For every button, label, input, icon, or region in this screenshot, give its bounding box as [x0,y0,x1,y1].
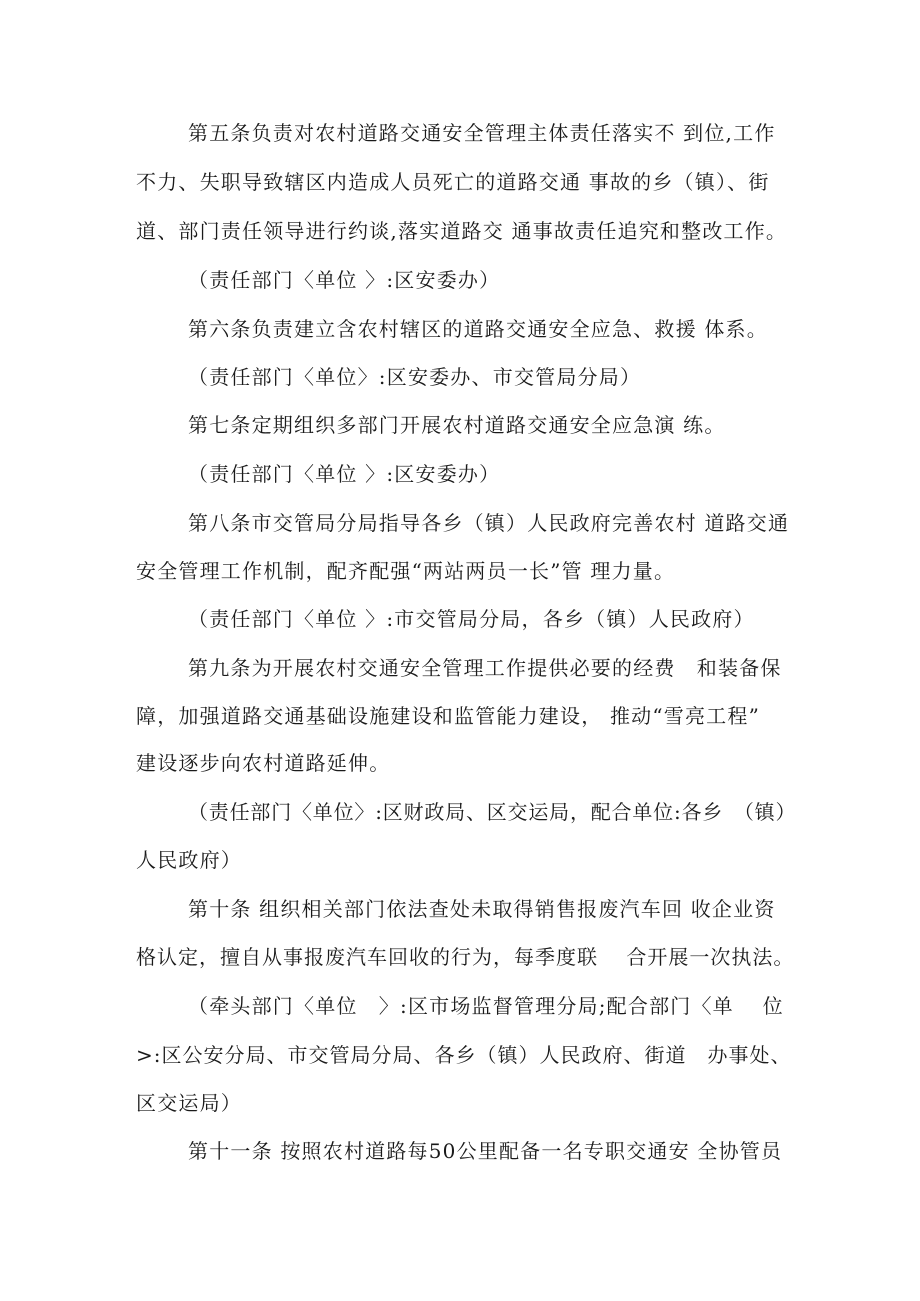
paragraph-line: 第五条负责对农村道路交通安全管理主体责任落实不 到位,工作 [188,121,776,145]
paragraph-line: 格认定，擅自从事报废汽车回收的行为，每季度联 合开展一次执法。 [136,945,795,969]
paragraph-line: 第八条市交管局分局指导各乡（镇）人民政府完善农村 道路交通 [188,511,790,535]
paragraph-line: 不力、失职导致辖区内造成人员死亡的道路交通 事故的乡（镇）、街 [136,170,770,194]
responsibility-line: （牵头部门〈单位 〉:区市场监督管理分局;配合部门〈单 位 [188,994,784,1018]
paragraph-line: 第九条为开展农村交通安全管理工作提供必要的经费 和装备保 [188,656,782,680]
paragraph-line: 安全管理工作机制，配齐配强“两站两员一长”管 理力量。 [136,559,676,583]
paragraph-line: 第七条定期组织多部门开展农村道路交通安全应急演 练。 [188,413,726,437]
paragraph-line: 第六条负责建立含农村辖区的道路交通安全应急、救援 体系。 [188,317,768,341]
paragraph-line: 建设逐步向农村道路延伸。 [136,751,391,775]
responsibility-line: （责任部门〈单位 〉:市交管局分局，各乡（镇）人民政府） [188,607,755,631]
paragraph-line: 第十一条 按照农村道路每50公里配备一名专职交通安 全协管员 [188,1139,783,1163]
responsibility-line: 人民政府） [136,848,242,872]
responsibility-line: >:区公安分局、市交管局分局、各乡（镇）人民政府、街道 办事处、 [136,1043,792,1067]
paragraph-line: 障，加强道路交通基础设施建设和监管能力建设， 推动“雪亮工程” [136,704,761,728]
responsibility-line: （责任部门〈单位〉:区安委办、市交管局分局） [188,365,642,389]
responsibility-line: （责任部门〈单位 〉:区安委办） [188,268,501,292]
paragraph-line: 道、部门责任领导进行约谈,落实道路交 通事故责任追究和整改工作。 [136,219,788,243]
responsibility-line: 区交运局） [136,1091,242,1115]
paragraph-line: 第十条 组织相关部门依法查处未取得销售报废汽车回 收企业资 [188,897,776,921]
responsibility-line: （责任部门〈单位〉:区财政局、区交运局，配合单位:各乡 （镇） [188,800,797,824]
responsibility-line: （责任部门〈单位 〉:区安委办） [188,462,501,486]
